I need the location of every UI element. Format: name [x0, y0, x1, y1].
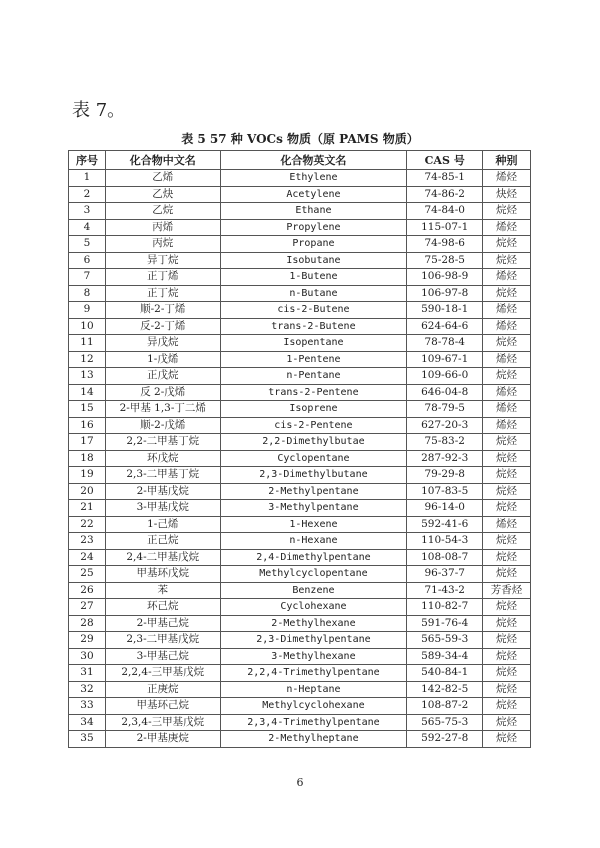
- cell-english-name: Cyclohexane: [220, 599, 407, 616]
- cell-cas: 79-29-8: [407, 467, 483, 484]
- cell-category: 烯烃: [483, 170, 531, 187]
- cell-chinese-name: 正己烷: [105, 533, 220, 550]
- cell-cas: 75-28-5: [407, 252, 483, 269]
- cell-english-name: 2,3,4-Trimethylpentane: [220, 714, 407, 731]
- cell-category: 烷烃: [483, 714, 531, 731]
- cell-category: 烷烃: [483, 236, 531, 253]
- table-row: [69, 285, 531, 302]
- cell-index: 13: [69, 368, 106, 385]
- cell-cas: 142-82-5: [407, 681, 483, 698]
- cell-chinese-name: 甲基环戊烷: [105, 566, 220, 583]
- table-row: [69, 467, 531, 484]
- cell-cas: 540-84-1: [407, 665, 483, 682]
- cell-category: 烷烃: [483, 549, 531, 566]
- cell-chinese-name: 异丁烷: [105, 252, 220, 269]
- cell-cas: 107-83-5: [407, 483, 483, 500]
- cell-chinese-name: 2-甲基己烷: [105, 615, 220, 632]
- cell-index: 16: [69, 417, 106, 434]
- cell-cas: 624-64-6: [407, 318, 483, 335]
- cell-english-name: cis-2-Butene: [220, 302, 407, 319]
- header-category: 种别: [483, 151, 531, 170]
- cell-cas: 565-75-3: [407, 714, 483, 731]
- table-row: [69, 500, 531, 517]
- cell-index: 14: [69, 384, 106, 401]
- cell-category: 烷烃: [483, 648, 531, 665]
- table-row: [69, 186, 531, 203]
- cell-cas: 71-43-2: [407, 582, 483, 599]
- voc-table: [68, 150, 531, 748]
- cell-chinese-name: 丙烷: [105, 236, 220, 253]
- cell-index: 8: [69, 285, 106, 302]
- cell-chinese-name: 2,2,4-三甲基戊烷: [105, 665, 220, 682]
- cell-category: 芳香烃: [483, 582, 531, 599]
- table-row: [69, 533, 531, 550]
- table-row: [69, 698, 531, 715]
- cell-chinese-name: 环己烷: [105, 599, 220, 616]
- cell-category: 炔烃: [483, 186, 531, 203]
- cell-category: 烷烃: [483, 698, 531, 715]
- cell-english-name: 2-Methylpentane: [220, 483, 407, 500]
- cell-index: 10: [69, 318, 106, 335]
- cell-chinese-name: 2,3,4-三甲基戊烷: [105, 714, 220, 731]
- table-row: [69, 318, 531, 335]
- cell-chinese-name: 乙烯: [105, 170, 220, 187]
- cell-english-name: trans-2-Butene: [220, 318, 407, 335]
- cell-cas: 109-67-1: [407, 351, 483, 368]
- cell-chinese-name: 正丁烯: [105, 269, 220, 286]
- cell-cas: 74-98-6: [407, 236, 483, 253]
- cell-chinese-name: 2,3-二甲基丁烷: [105, 467, 220, 484]
- cell-english-name: Isoprene: [220, 401, 407, 418]
- cell-chinese-name: 2-甲基 1,3-丁二烯: [105, 401, 220, 418]
- cell-english-name: 3-Methylhexane: [220, 648, 407, 665]
- table-row: [69, 566, 531, 583]
- cell-category: 烯烃: [483, 318, 531, 335]
- lead-text: 表 7。: [72, 100, 126, 121]
- cell-chinese-name: 2-甲基戊烷: [105, 483, 220, 500]
- cell-chinese-name: 乙烷: [105, 203, 220, 220]
- cell-english-name: 2-Methylhexane: [220, 615, 407, 632]
- cell-index: 26: [69, 582, 106, 599]
- table-row: [69, 731, 531, 748]
- cell-index: 20: [69, 483, 106, 500]
- cell-category: 烷烃: [483, 533, 531, 550]
- cell-index: 3: [69, 203, 106, 220]
- cell-index: 33: [69, 698, 106, 715]
- cell-category: 烯烃: [483, 417, 531, 434]
- header-index: 序号: [69, 151, 106, 170]
- cell-chinese-name: 2,4-二甲基戊烷: [105, 549, 220, 566]
- cell-english-name: n-Heptane: [220, 681, 407, 698]
- cell-english-name: 3-Methylpentane: [220, 500, 407, 517]
- cell-index: 17: [69, 434, 106, 451]
- cell-cas: 75-83-2: [407, 434, 483, 451]
- cell-english-name: 1-Butene: [220, 269, 407, 286]
- table-row: [69, 219, 531, 236]
- cell-chinese-name: 3-甲基己烷: [105, 648, 220, 665]
- cell-chinese-name: 乙炔: [105, 186, 220, 203]
- cell-chinese-name: 甲基环己烷: [105, 698, 220, 715]
- cell-category: 烷烃: [483, 665, 531, 682]
- table-row: [69, 599, 531, 616]
- table-row: [69, 203, 531, 220]
- cell-category: 烷烃: [483, 335, 531, 352]
- cell-english-name: Isobutane: [220, 252, 407, 269]
- table-row: [69, 434, 531, 451]
- cell-index: 18: [69, 450, 106, 467]
- cell-index: 5: [69, 236, 106, 253]
- cell-index: 21: [69, 500, 106, 517]
- cell-category: 烷烃: [483, 566, 531, 583]
- table-row: [69, 665, 531, 682]
- cell-english-name: Ethane: [220, 203, 407, 220]
- cell-english-name: cis-2-Pentene: [220, 417, 407, 434]
- cell-category: 烷烃: [483, 483, 531, 500]
- cell-category: 烷烃: [483, 467, 531, 484]
- cell-index: 11: [69, 335, 106, 352]
- cell-english-name: 2,2-Dimethylbutae: [220, 434, 407, 451]
- cell-cas: 592-41-6: [407, 516, 483, 533]
- cell-cas: 592-27-8: [407, 731, 483, 748]
- cell-index: 22: [69, 516, 106, 533]
- cell-english-name: Isopentane: [220, 335, 407, 352]
- cell-english-name: 1-Hexene: [220, 516, 407, 533]
- cell-chinese-name: 2,2-二甲基丁烷: [105, 434, 220, 451]
- cell-cas: 74-84-0: [407, 203, 483, 220]
- cell-cas: 96-37-7: [407, 566, 483, 583]
- cell-category: 烷烃: [483, 500, 531, 517]
- table-row: [69, 681, 531, 698]
- cell-cas: 108-87-2: [407, 698, 483, 715]
- cell-english-name: n-Hexane: [220, 533, 407, 550]
- cell-english-name: Benzene: [220, 582, 407, 599]
- cell-chinese-name: 2-甲基庚烷: [105, 731, 220, 748]
- table-row: [69, 368, 531, 385]
- cell-category: 烷烃: [483, 252, 531, 269]
- cell-english-name: 2,2,4-Trimethylpentane: [220, 665, 407, 682]
- cell-cas: 646-04-8: [407, 384, 483, 401]
- cell-category: 烷烃: [483, 203, 531, 220]
- cell-chinese-name: 丙烯: [105, 219, 220, 236]
- table-row: [69, 252, 531, 269]
- table-row: [69, 483, 531, 500]
- page-number: 6: [296, 776, 304, 789]
- header-english-name: 化合物英文名: [220, 151, 407, 170]
- cell-index: 6: [69, 252, 106, 269]
- cell-chinese-name: 反-2-丁烯: [105, 318, 220, 335]
- cell-category: 烯烃: [483, 351, 531, 368]
- cell-english-name: 2,4-Dimethylpentane: [220, 549, 407, 566]
- cell-category: 烷烃: [483, 681, 531, 698]
- cell-category: 烯烃: [483, 219, 531, 236]
- cell-chinese-name: 2,3-二甲基戊烷: [105, 632, 220, 649]
- cell-category: 烯烃: [483, 269, 531, 286]
- cell-cas: 108-08-7: [407, 549, 483, 566]
- cell-chinese-name: 苯: [105, 582, 220, 599]
- cell-cas: 591-76-4: [407, 615, 483, 632]
- cell-cas: 110-82-7: [407, 599, 483, 616]
- cell-index: 35: [69, 731, 106, 748]
- cell-chinese-name: 1-戊烯: [105, 351, 220, 368]
- cell-index: 1: [69, 170, 106, 187]
- cell-category: 烷烃: [483, 368, 531, 385]
- table-row: [69, 582, 531, 599]
- cell-index: 9: [69, 302, 106, 319]
- cell-chinese-name: 顺-2-戊烯: [105, 417, 220, 434]
- table-row: [69, 269, 531, 286]
- cell-english-name: Cyclopentane: [220, 450, 407, 467]
- cell-index: 34: [69, 714, 106, 731]
- cell-index: 29: [69, 632, 106, 649]
- cell-index: 30: [69, 648, 106, 665]
- cell-cas: 590-18-1: [407, 302, 483, 319]
- cell-index: 32: [69, 681, 106, 698]
- cell-chinese-name: 正丁烷: [105, 285, 220, 302]
- cell-english-name: n-Pentane: [220, 368, 407, 385]
- table-row: [69, 714, 531, 731]
- table-row: [69, 450, 531, 467]
- cell-category: 烯烃: [483, 302, 531, 319]
- header-chinese-name: 化合物中文名: [105, 151, 220, 170]
- cell-index: 2: [69, 186, 106, 203]
- cell-chinese-name: 异戊烷: [105, 335, 220, 352]
- cell-category: 烯烃: [483, 384, 531, 401]
- cell-category: 烷烃: [483, 632, 531, 649]
- cell-cas: 106-97-8: [407, 285, 483, 302]
- table-row: [69, 401, 531, 418]
- cell-english-name: 2-Methylheptane: [220, 731, 407, 748]
- header-cas: CAS 号: [407, 151, 483, 170]
- cell-english-name: trans-2-Pentene: [220, 384, 407, 401]
- cell-english-name: Ethylene: [220, 170, 407, 187]
- table-caption: 表 5 57 种 VOCs 物质（原 PAMS 物质）: [181, 132, 419, 146]
- cell-category: 烯烃: [483, 401, 531, 418]
- cell-index: 24: [69, 549, 106, 566]
- cell-english-name: Propylene: [220, 219, 407, 236]
- table-row: [69, 648, 531, 665]
- cell-index: 31: [69, 665, 106, 682]
- cell-index: 4: [69, 219, 106, 236]
- cell-index: 27: [69, 599, 106, 616]
- cell-cas: 78-78-4: [407, 335, 483, 352]
- cell-category: 烷烃: [483, 599, 531, 616]
- cell-index: 23: [69, 533, 106, 550]
- cell-index: 7: [69, 269, 106, 286]
- cell-cas: 109-66-0: [407, 368, 483, 385]
- cell-chinese-name: 顺-2-丁烯: [105, 302, 220, 319]
- table-row: [69, 236, 531, 253]
- cell-cas: 106-98-9: [407, 269, 483, 286]
- cell-cas: 74-86-2: [407, 186, 483, 203]
- cell-category: 烯烃: [483, 516, 531, 533]
- table-row: [69, 335, 531, 352]
- cell-english-name: Acetylene: [220, 186, 407, 203]
- cell-english-name: 2,3-Dimethylpentane: [220, 632, 407, 649]
- cell-english-name: Methylcyclohexane: [220, 698, 407, 715]
- cell-english-name: Propane: [220, 236, 407, 253]
- cell-chinese-name: 环戊烷: [105, 450, 220, 467]
- cell-english-name: 1-Pentene: [220, 351, 407, 368]
- table-row: [69, 516, 531, 533]
- table-row: [69, 632, 531, 649]
- cell-cas: 110-54-3: [407, 533, 483, 550]
- cell-index: 15: [69, 401, 106, 418]
- table-row: [69, 615, 531, 632]
- cell-english-name: 2,3-Dimethylbutane: [220, 467, 407, 484]
- table-row: [69, 417, 531, 434]
- cell-chinese-name: 反 2-戊烯: [105, 384, 220, 401]
- table-header-row: [69, 151, 531, 170]
- table-row: [69, 302, 531, 319]
- cell-cas: 627-20-3: [407, 417, 483, 434]
- table-row: [69, 170, 531, 187]
- cell-chinese-name: 正庚烷: [105, 681, 220, 698]
- cell-index: 12: [69, 351, 106, 368]
- cell-category: 烷烃: [483, 731, 531, 748]
- cell-chinese-name: 3-甲基戊烷: [105, 500, 220, 517]
- cell-cas: 589-34-4: [407, 648, 483, 665]
- cell-chinese-name: 1-己烯: [105, 516, 220, 533]
- cell-english-name: n-Butane: [220, 285, 407, 302]
- cell-index: 19: [69, 467, 106, 484]
- cell-cas: 78-79-5: [407, 401, 483, 418]
- table-row: [69, 351, 531, 368]
- cell-cas: 287-92-3: [407, 450, 483, 467]
- cell-cas: 565-59-3: [407, 632, 483, 649]
- table-row: [69, 549, 531, 566]
- cell-category: 烷烃: [483, 285, 531, 302]
- cell-index: 25: [69, 566, 106, 583]
- table-row: [69, 384, 531, 401]
- cell-cas: 74-85-1: [407, 170, 483, 187]
- cell-english-name: Methylcyclopentane: [220, 566, 407, 583]
- cell-cas: 96-14-0: [407, 500, 483, 517]
- cell-category: 烷烃: [483, 450, 531, 467]
- cell-category: 烷烃: [483, 434, 531, 451]
- cell-index: 28: [69, 615, 106, 632]
- cell-chinese-name: 正戊烷: [105, 368, 220, 385]
- cell-category: 烷烃: [483, 615, 531, 632]
- cell-cas: 115-07-1: [407, 219, 483, 236]
